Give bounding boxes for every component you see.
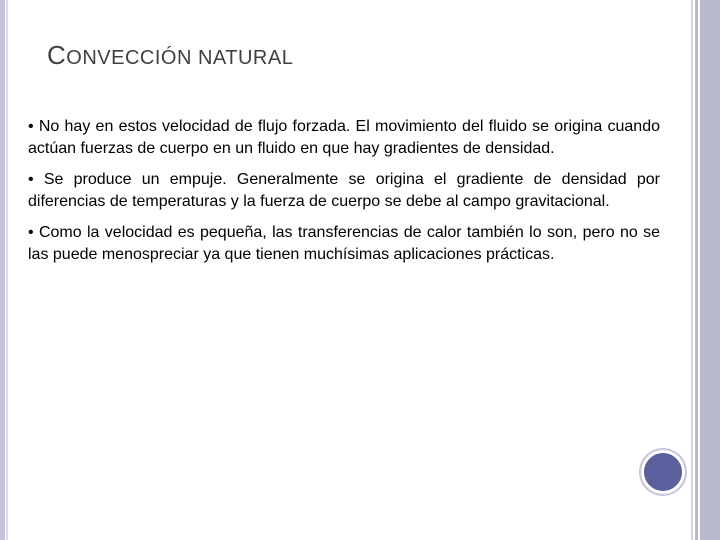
slide-title — [47, 40, 293, 71]
bullet-paragraph-1: • No hay en estos velocidad de flujo forzada. El movimiento del fluido se origina cuando actúan fuerzas de cuerpo en un fluido en que hay gradientes de densidad. — [28, 118, 660, 157]
right-decor-bar-thin — [691, 0, 693, 540]
left-decor-bar-thin — [6, 0, 8, 540]
bullet-paragraph-3: • Como la velocidad es pequeña, las transferencias de calor también lo son, pero no se las puede menospreciar ya que tienen muchísimas aplicaciones prácticas. — [28, 224, 660, 263]
bullet-paragraph-2: • Se produce un empuje. Generalmente se origina el gradiente de densidad por diferencias de temperaturas y la fuerza de cuerpo se debe al campo gravitacional. — [28, 171, 660, 210]
right-decor-bar-wide — [700, 0, 720, 540]
right-decor-bar — [695, 0, 698, 540]
left-decor-bar — [0, 0, 5, 540]
decorative-circle — [641, 450, 685, 494]
slide-title-initial: C — [47, 40, 67, 70]
slide-body — [28, 116, 660, 275]
slide-title-rest: ONVECCIÓN NATURAL — [66, 47, 294, 69]
